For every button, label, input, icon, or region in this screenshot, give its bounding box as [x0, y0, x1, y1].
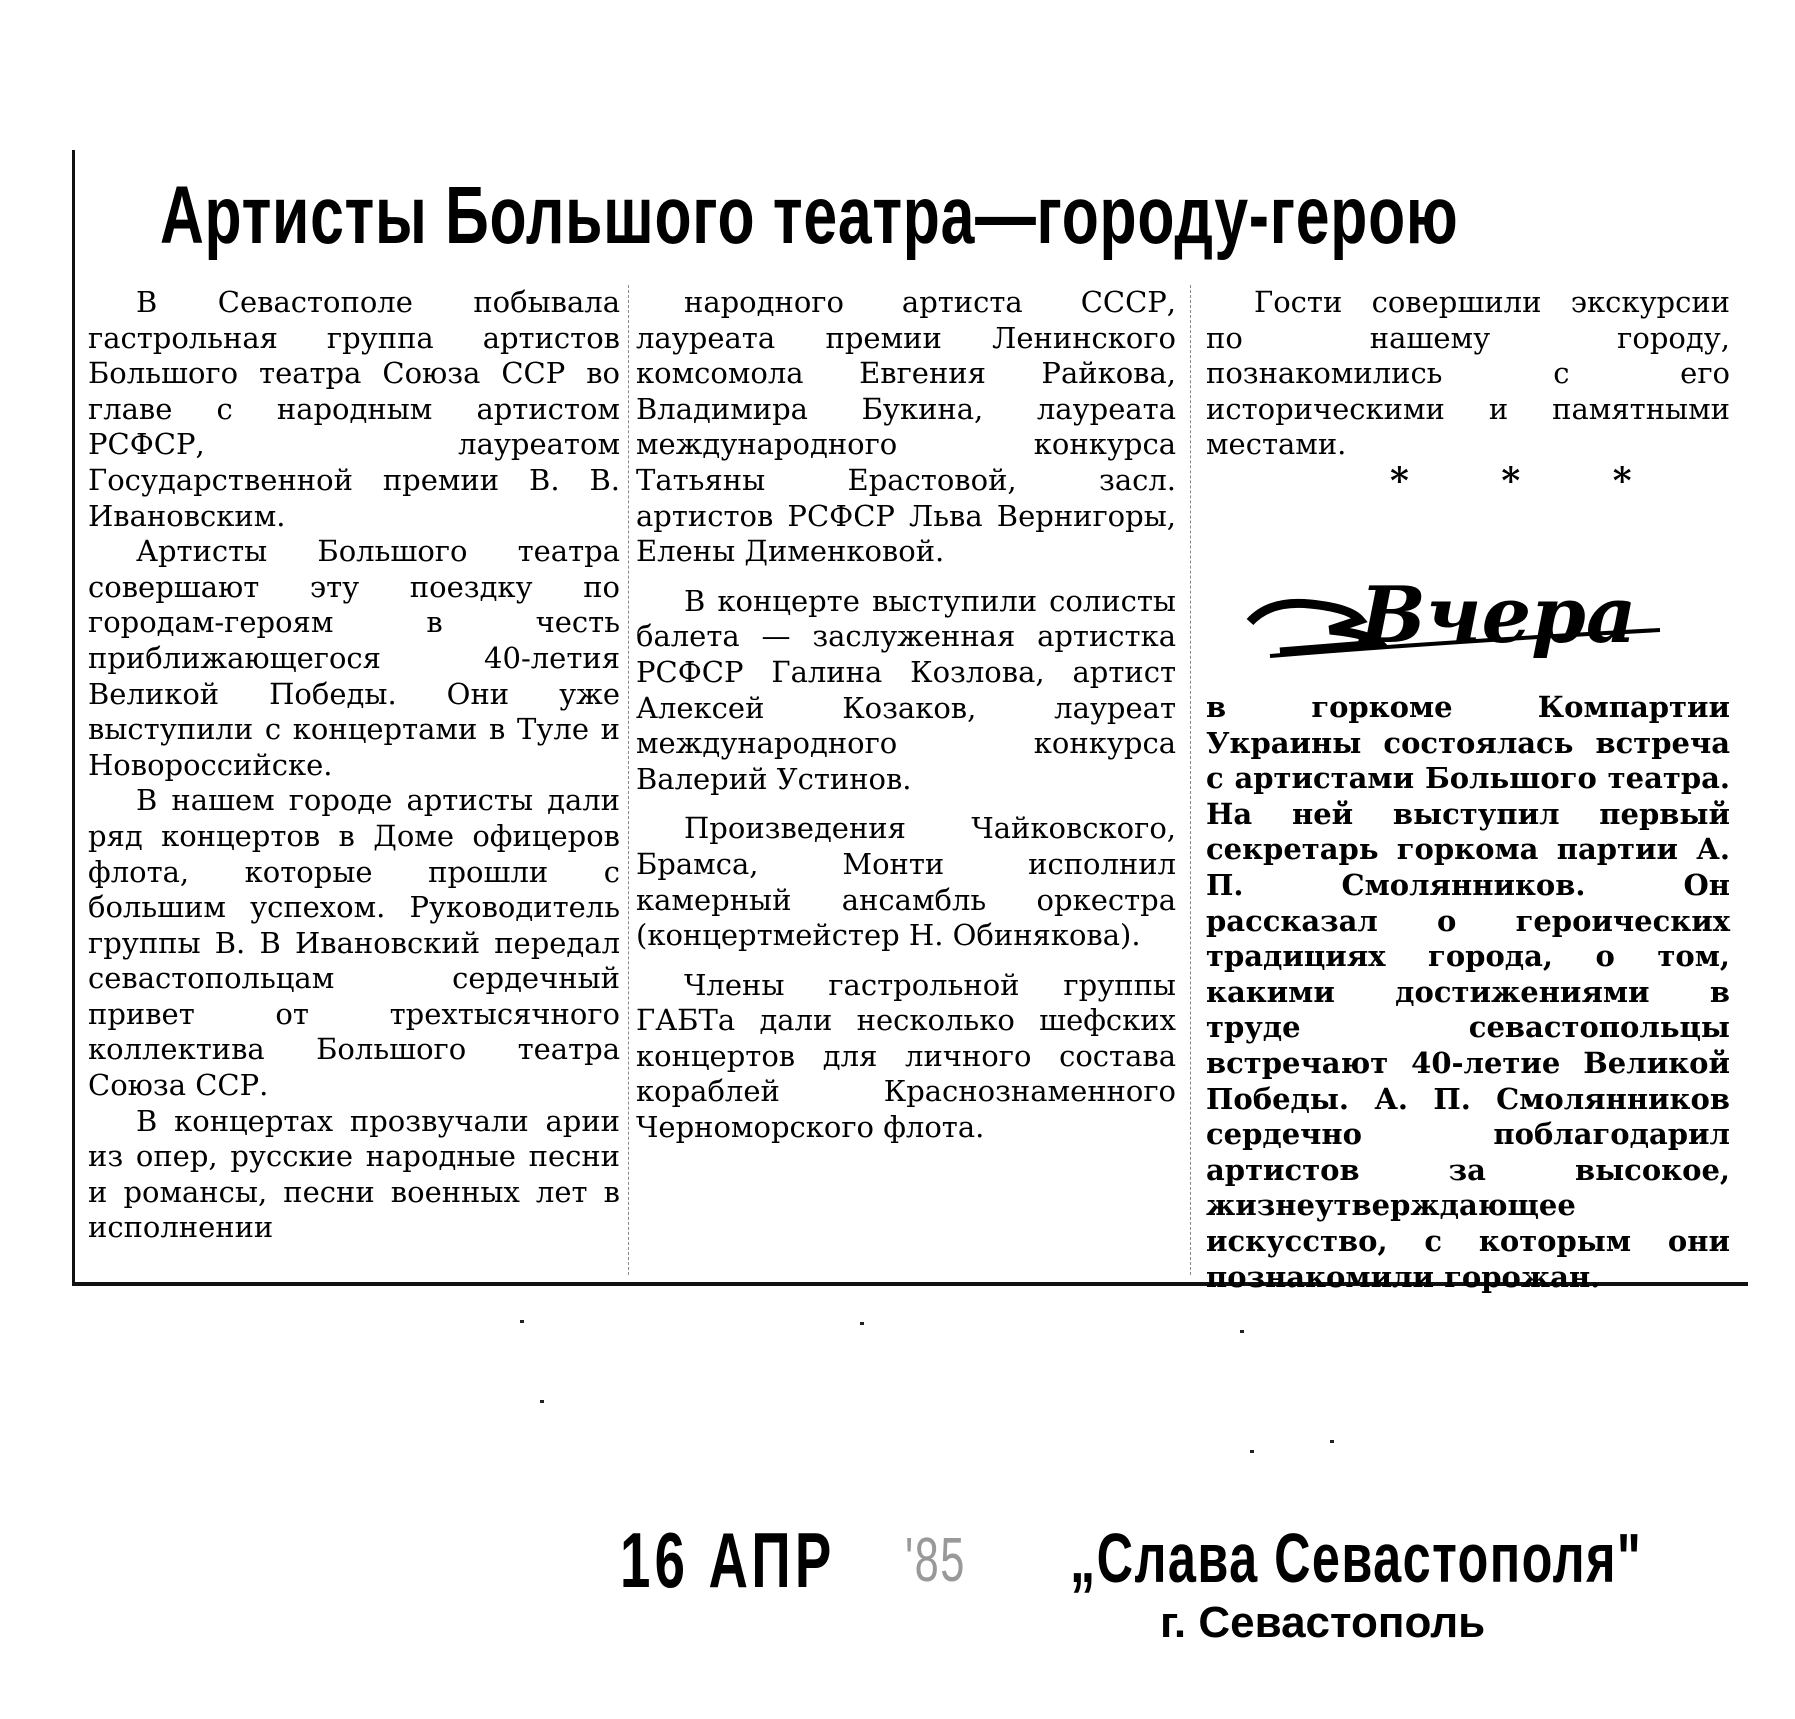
paragraph: в горкоме Компартии Украины состоялась встреча с артистами Большого театра. На ней выступил первый секретарь горкома партии А. П. Смолянников. Он рассказал о героических традициях города, о том, какими достижениями в труде севастопольцы встречают 40-летие Великой Победы. А. П. Смолянников сердечно поблагодарил артистов за высокое, жизнеутверждающее искусство, с которым они познакомили горожан. — [1206, 690, 1730, 1294]
print-speck — [860, 1322, 864, 1325]
article-column-1 — [88, 285, 620, 1246]
section-separator: * * * — [1390, 460, 1672, 502]
paragraph: народного артиста СССР, лауреата премии Ленинского комсомола Евгения Райкова, Владимира Букина, лауреата международного конкурса Татьяны Ерастовой, засл. артистов РСФСР Льва Вернигоры, Елены Дименковой. — [636, 285, 1176, 569]
paragraph: В концерте выступили солисты балета — заслуженная артистка РСФСР Галина Козлова, артист Алексей Козаков, лауреат международного конкурса Валерий Устинов. — [636, 583, 1176, 796]
paragraph: Члены гастрольной группы ГАБТа дали несколько шефских концертов для личного состава кораблей Краснознаменного Черноморского флота. — [636, 967, 1176, 1145]
paragraph: Произведения Чайковского, Брамса, Монти исполнил камерный ансамбль оркестра (концертмейстер Н. Обинякова). — [636, 811, 1176, 953]
stamp-newspaper: „Слава Севастополя" — [1070, 1519, 1643, 1597]
print-speck — [1250, 1450, 1254, 1453]
column-rule — [628, 285, 630, 1275]
vchera-rubric-logo — [1240, 560, 1680, 680]
article-column-3 — [1206, 285, 1730, 463]
stamp-year: '85 — [905, 1526, 966, 1595]
headline: Артисты Большого театра—городу-герою — [160, 170, 1459, 261]
paragraph: В нашем городе артисты дали ряд концертов в Доме офицеров флота, которые прошли с большим успехом. Руководитель группы В. В Ивановский передал севастопольцам сердечный привет от трехтысячного коллектива Большого театра Союза ССР. — [88, 783, 620, 1103]
article-column-3-bottom — [1206, 690, 1730, 1295]
paragraph: Гости совершили экскурсии по нашему городу, познакомились с его историческими и памятными местами. — [1206, 285, 1730, 462]
paragraph: В Севастополе побывала гастрольная группа артистов Большого театра Союза ССР во главе с народным артистом РСФСР, лауреатом Государственной премии В. В. Ивановским. — [88, 285, 620, 533]
print-speck — [540, 1400, 544, 1403]
print-speck — [1330, 1440, 1334, 1443]
print-speck — [520, 1320, 524, 1323]
article-column-2 — [636, 285, 1176, 1146]
print-speck — [1240, 1330, 1244, 1333]
svg-text:Вчера: Вчера — [1360, 570, 1637, 661]
stamp-date: 16 АПР — [620, 1516, 836, 1604]
paragraph: В концертах прозвучали арии из опер, русские народные песни и романсы, песни военных лет в исполнении — [88, 1103, 620, 1245]
paragraph: Артисты Большого театра совершают эту поездку по городам-героям в честь приближающегося 40-летия Великой Победы. Они уже выступили с концертами в Туле и Новороссийске. — [88, 534, 620, 782]
stamp-city: г. Севастополь — [1160, 1598, 1486, 1647]
column-rule — [1190, 285, 1192, 1275]
